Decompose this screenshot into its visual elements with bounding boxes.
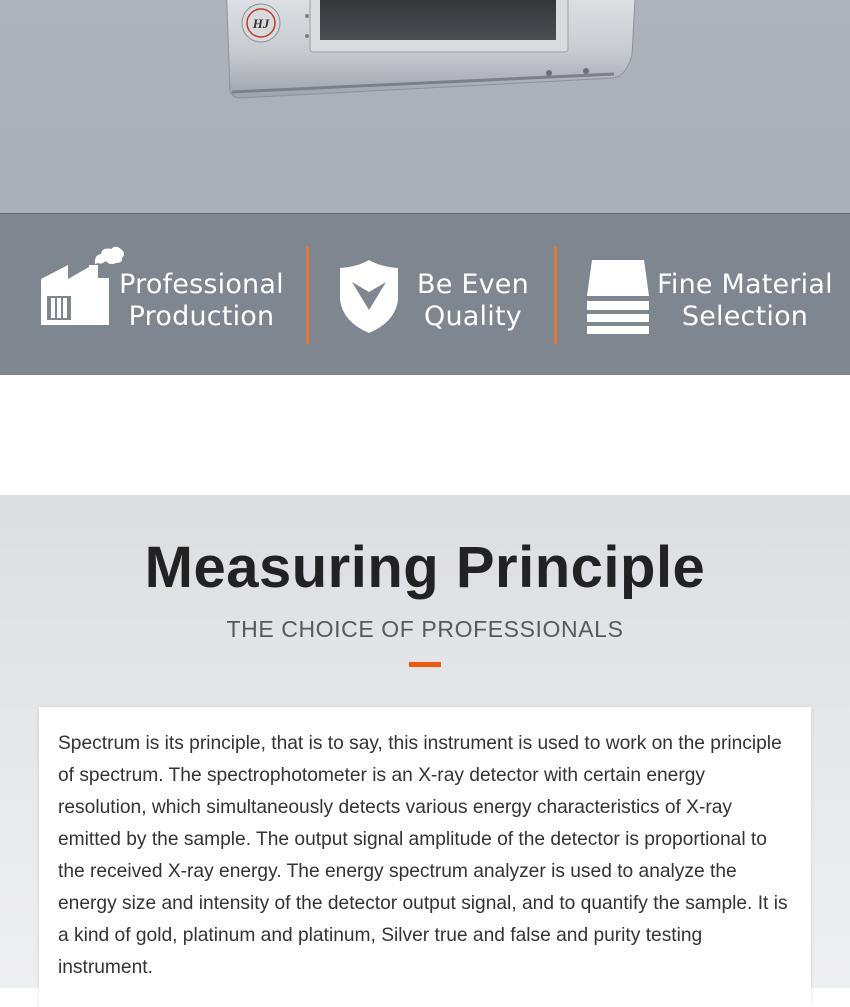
shield-check-icon [339, 260, 399, 334]
feature-professional-production [0, 214, 305, 375]
feature-label: Professional Production [119, 269, 284, 332]
product-image-section [0, 0, 850, 213]
feature-even-quality [309, 214, 554, 375]
section-title: Measuring Principle [144, 535, 706, 600]
hj-logo [242, 4, 280, 42]
principle-body-text: Spectrum is its principle, that is to say, this instrument is used to work on the principle of spectrum. The spectrophotometer is an X-ray detector with certain energy resolution, which simultaneously detects various energy characteristics of X-ray emitted by the sample. The output signal amplitude of the detector is proportional to the received X-ray energy. The energy spectrum analyzer is used to analyze the energy size and intensity of the detector output signal, and to quantify the sample. It is a kind of gold, platinum and platinum, Silver true and false and purity testing instrument. [58, 733, 788, 978]
feature-label: Be Even Quality [417, 269, 529, 332]
feature-label: Fine Material Selection [657, 269, 833, 332]
x-ray-spectrometer-image [222, 0, 636, 100]
principle-card [39, 707, 811, 1007]
features-strip [0, 213, 850, 375]
measuring-principle-section [0, 495, 850, 988]
material-stack-icon [586, 260, 652, 334]
spacer [0, 375, 850, 495]
section-subtitle: THE CHOICE OF PROFESSIONALS [226, 616, 624, 642]
feature-fine-material [557, 214, 850, 375]
svg-text:HJ: HJ [252, 16, 270, 31]
accent-bar [409, 662, 441, 667]
factory-icon [40, 245, 126, 327]
